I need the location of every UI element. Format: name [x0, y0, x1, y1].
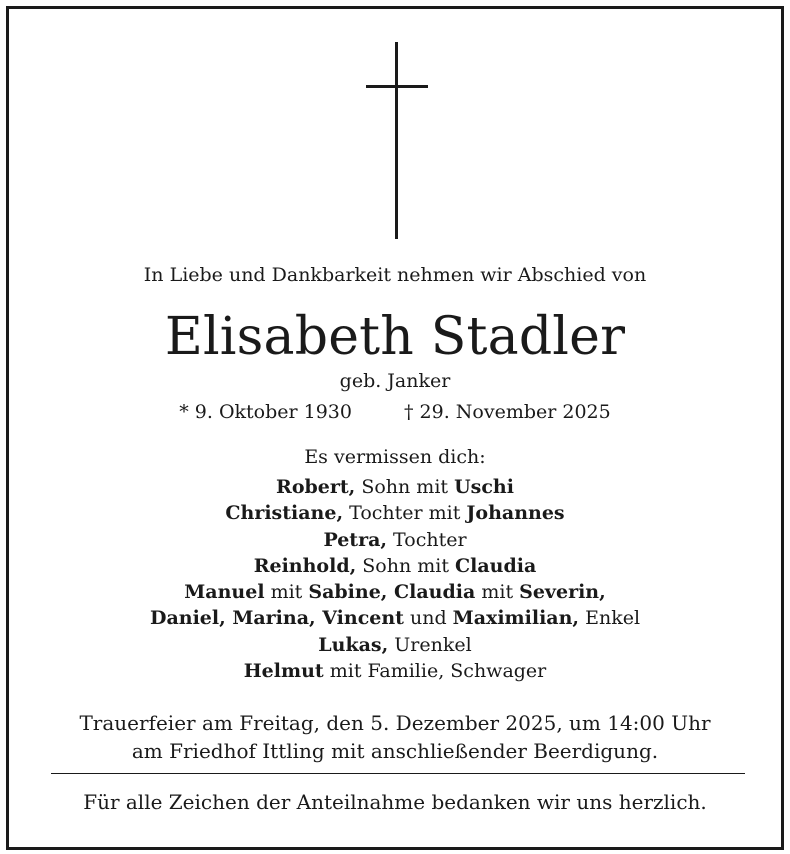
mourner-name: Helmut [243, 660, 324, 683]
obituary-notice [6, 6, 784, 850]
thanks-text: Für alle Zeichen der Anteilnahme bedanken wir uns herzlich. [83, 790, 707, 814]
mourner-relation: mit [475, 581, 520, 604]
intro-text: In Liebe und Dankbarkeit nehmen wir Abschied von [143, 264, 647, 286]
mourners-heading: Es vermissen dich: [304, 446, 486, 468]
mourner-line [9, 553, 781, 579]
mourner-name: Daniel, Marina, Vincent [149, 607, 404, 630]
mourner-name: Manuel [184, 581, 265, 604]
mourner-line [9, 658, 781, 684]
birth-date: * 9. Oktober 1930 [179, 401, 352, 423]
mourners-list [9, 474, 781, 684]
mourner-name: Uschi [454, 476, 514, 498]
mourner-name: Sabine, Claudia [308, 581, 476, 604]
life-dates [9, 401, 781, 423]
mourner-name: Johannes [466, 502, 565, 525]
mourner-relation: mit Familie, Schwager [323, 660, 547, 683]
service-line-2: am Friedhof Ittling mit anschließender Beerdigung. [131, 739, 659, 763]
mourner-line [9, 500, 781, 526]
death-date: † 29. November 2025 [404, 401, 611, 423]
mourner-line [9, 527, 781, 553]
funeral-service [9, 709, 781, 765]
mourner-name: Robert, [276, 476, 356, 498]
mourner-name: Lukas, [318, 633, 389, 656]
mourner-line [9, 632, 781, 658]
mourner-name: Christiane, [225, 502, 344, 525]
mourner-relation: Urenkel [388, 633, 472, 656]
mourner-relation: und [403, 607, 453, 630]
mourner-name: Petra, [323, 528, 388, 551]
mourner-name: Severin, [519, 581, 606, 604]
mourner-relation: Tochter [387, 528, 467, 551]
service-line-1: Trauerfeier am Freitag, den 5. Dezember 2025, um 14:00 Uhr [79, 711, 711, 735]
mourner-name: Maximilian, [452, 607, 580, 630]
mourner-relation: mit [264, 581, 309, 604]
mourner-relation: Sohn mit [356, 554, 455, 577]
deceased-name: Elisabeth Stadler [164, 307, 626, 367]
mourner-relation: Tochter mit [343, 502, 467, 525]
mourner-name: Reinhold, [253, 554, 357, 577]
divider [51, 773, 745, 774]
mourner-line [9, 579, 781, 605]
mourner-name: Claudia [455, 554, 537, 577]
maiden-name: geb. Janker [339, 370, 451, 392]
mourner-line [9, 605, 781, 631]
mourner-relation: Enkel [579, 607, 641, 630]
mourner-relation: Sohn mit [355, 476, 455, 498]
mourner-line [9, 474, 781, 500]
